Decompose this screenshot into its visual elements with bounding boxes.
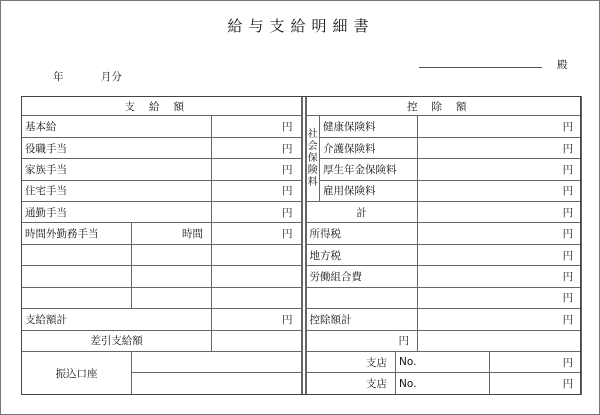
month-unit: 月分 xyxy=(100,71,122,83)
social-subtotal-label: 計 xyxy=(306,202,418,223)
payment-total-yen: 円 xyxy=(212,309,302,330)
deduction-item-yen: 円 xyxy=(418,244,582,265)
document-title: 給与支給明細書 xyxy=(227,17,375,35)
payment-item-yen: 円 xyxy=(212,159,302,180)
recipient-name-line xyxy=(419,67,542,68)
transfer-account-no: No. xyxy=(396,373,490,395)
pay-period xyxy=(53,69,122,84)
blank-cell xyxy=(132,266,212,287)
blank-cell xyxy=(212,287,302,308)
payment-item-label: 基本給 xyxy=(22,116,212,137)
net-pay-amount-left xyxy=(212,330,302,351)
deduction-total-label: 控除額計 xyxy=(306,309,418,330)
blank-cell xyxy=(212,244,302,265)
blank-deduction-yen: 円 xyxy=(418,287,582,308)
deduction-total-yen: 円 xyxy=(418,309,582,330)
deduction-item-yen: 円 xyxy=(418,223,582,244)
payment-item-label: 家族手当 xyxy=(22,159,212,180)
year-unit: 年 xyxy=(53,71,64,83)
payslip-table xyxy=(21,96,581,395)
social-item-label: 健康保険料 xyxy=(320,116,418,137)
blank-cell xyxy=(22,244,132,265)
transfer-bank-cell xyxy=(132,373,302,395)
transfer-bank-cell xyxy=(132,352,302,373)
net-pay-label: 差引支給額 xyxy=(22,330,212,351)
deduction-item-label: 地方税 xyxy=(306,244,418,265)
social-item-label: 厚生年金保険料 xyxy=(320,159,418,180)
social-item-yen: 円 xyxy=(418,116,582,137)
deduction-header: 控除額 xyxy=(306,97,582,116)
social-subtotal-yen: 円 xyxy=(418,202,582,223)
transfer-branch-label: 支店 xyxy=(306,373,396,395)
payment-item-label: 役職手当 xyxy=(22,137,212,158)
blank-cell xyxy=(132,244,212,265)
deduction-item-label: 所得税 xyxy=(306,223,418,244)
payment-item-yen: 円 xyxy=(212,116,302,137)
payment-header: 支給額 xyxy=(22,97,302,116)
payment-item-yen: 円 xyxy=(212,202,302,223)
payment-item-label: 通勤手当 xyxy=(22,202,212,223)
net-pay-amount-right xyxy=(418,330,582,351)
blank-cell xyxy=(22,266,132,287)
social-item-yen: 円 xyxy=(418,137,582,158)
social-insurance-label: 社会保険料 xyxy=(306,116,320,202)
recipient-honorific: 殿 xyxy=(557,59,568,71)
blank-cell xyxy=(132,287,212,308)
payment-item-yen: 円 xyxy=(212,180,302,201)
transfer-account-no: No. xyxy=(396,352,490,373)
transfer-yen: 円 xyxy=(490,373,582,395)
net-pay-yen: 円 xyxy=(306,330,418,351)
payment-item-label: 住宅手当 xyxy=(22,180,212,201)
transfer-account-label: 振込口座 xyxy=(22,352,132,395)
blank-cell xyxy=(22,287,132,308)
social-item-label: 雇用保険料 xyxy=(320,180,418,201)
deduction-item-yen: 円 xyxy=(418,266,582,287)
overtime-label: 時間外勤務手当 xyxy=(22,223,132,244)
deduction-item-label: 労働組合費 xyxy=(306,266,418,287)
payment-total-label: 支給額計 xyxy=(22,309,212,330)
blank-cell xyxy=(212,266,302,287)
social-item-yen: 円 xyxy=(418,180,582,201)
blank-cell xyxy=(306,287,418,308)
overtime-hours-unit: 時間 xyxy=(132,223,212,244)
payment-item-yen: 円 xyxy=(212,137,302,158)
social-item-label: 介護保険料 xyxy=(320,137,418,158)
transfer-branch-label: 支店 xyxy=(306,352,396,373)
payment-item-yen: 円 xyxy=(212,223,302,244)
social-item-yen: 円 xyxy=(418,159,582,180)
transfer-yen: 円 xyxy=(490,352,582,373)
